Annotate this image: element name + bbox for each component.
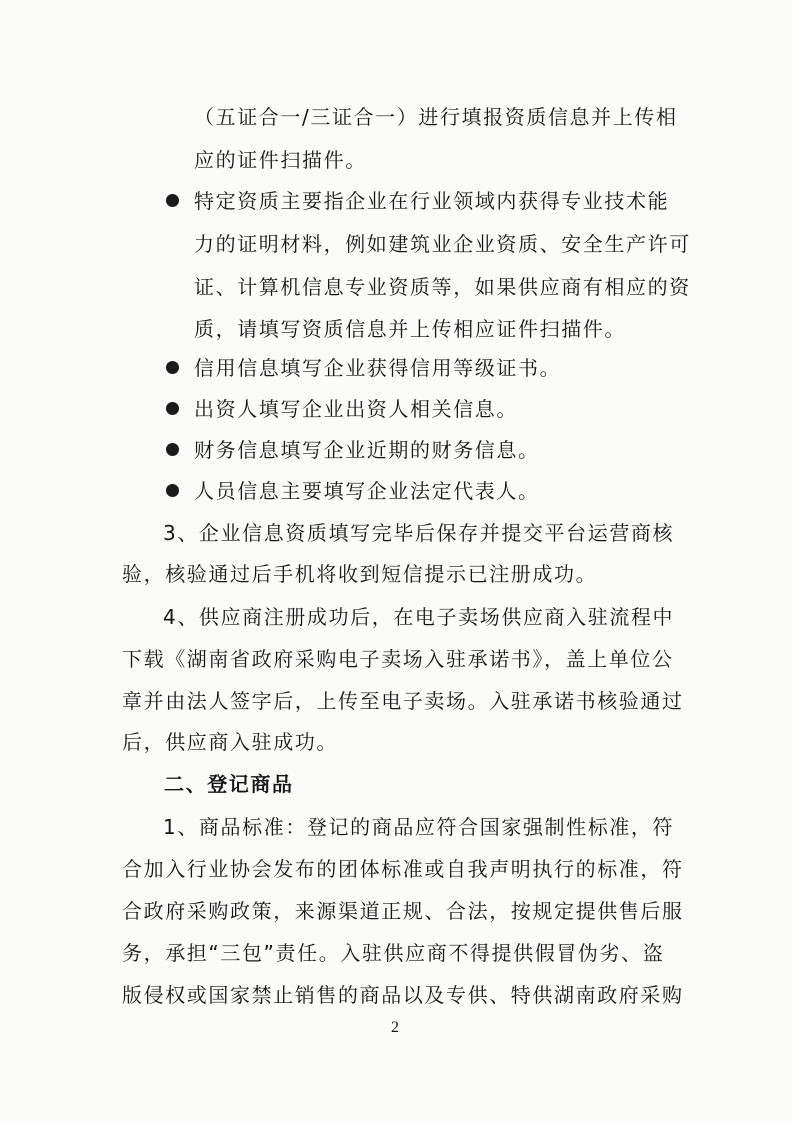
text-line: 质，请填写资质信息并上传相应证件扫描件。	[194, 317, 626, 341]
text-line: 特定资质主要指企业在行业领域内获得专业技术能	[194, 189, 670, 213]
text-line: 合加入行业协会发布的团体标准或自我声明执行的标准，符	[122, 857, 684, 881]
text-line: 验，核验通过后手机将收到短信提示已注册成功。	[122, 562, 598, 586]
text-line: 务，承担“三包”责任。入驻供应商不得提供假冒伪劣、盗	[122, 941, 665, 965]
bullet-icon	[166, 402, 179, 415]
text-line: 财务信息填写企业近期的财务信息。	[194, 438, 540, 462]
text-line: 出资人填写企业出资人相关信息。	[194, 397, 518, 421]
bullet-icon	[166, 361, 179, 374]
text-line: 合政府采购政策，来源渠道正规、合法，按规定提供售后服	[122, 899, 684, 923]
text-line: 证、计算机信息专业资质等，如果供应商有相应的资	[194, 275, 691, 299]
text-line: 3、企业信息资质填写完毕后保存并提交平台运营商核	[163, 521, 675, 545]
text-line: 章并由法人签字后，上传至电子卖场。入驻承诺书核验通过	[122, 689, 684, 713]
section-heading: 二、登记商品	[164, 772, 294, 796]
bullet-icon	[166, 484, 179, 497]
text-line: 应的证件扫描件。	[194, 148, 367, 172]
text-line: （五证合一/三证合一）进行填报资质信息并上传相	[194, 105, 678, 129]
text-line: 力的证明材料，例如建筑业企业资质、安全生产许可	[194, 232, 691, 256]
bullet-icon	[166, 194, 179, 207]
text-line: 1、商品标准：登记的商品应符合国家强制性标准，符	[163, 815, 675, 839]
text-line: 后，供应商入驻成功。	[122, 730, 338, 754]
text-line: 下载《湖南省政府采购电子卖场入驻承诺书》，盖上单位公	[122, 647, 674, 671]
page-number: 2	[391, 1019, 399, 1036]
bullet-icon	[166, 443, 179, 456]
text-line: 信用信息填写企业获得信用等级证书。	[194, 356, 562, 380]
text-line: 人员信息主要填写企业法定代表人。	[194, 479, 540, 503]
text-line: 版侵权或国家禁止销售的商品以及专供、特供湖南政府采购	[122, 983, 684, 1007]
text-line: 4、供应商注册成功后，在电子卖场供应商入驻流程中	[163, 605, 675, 629]
